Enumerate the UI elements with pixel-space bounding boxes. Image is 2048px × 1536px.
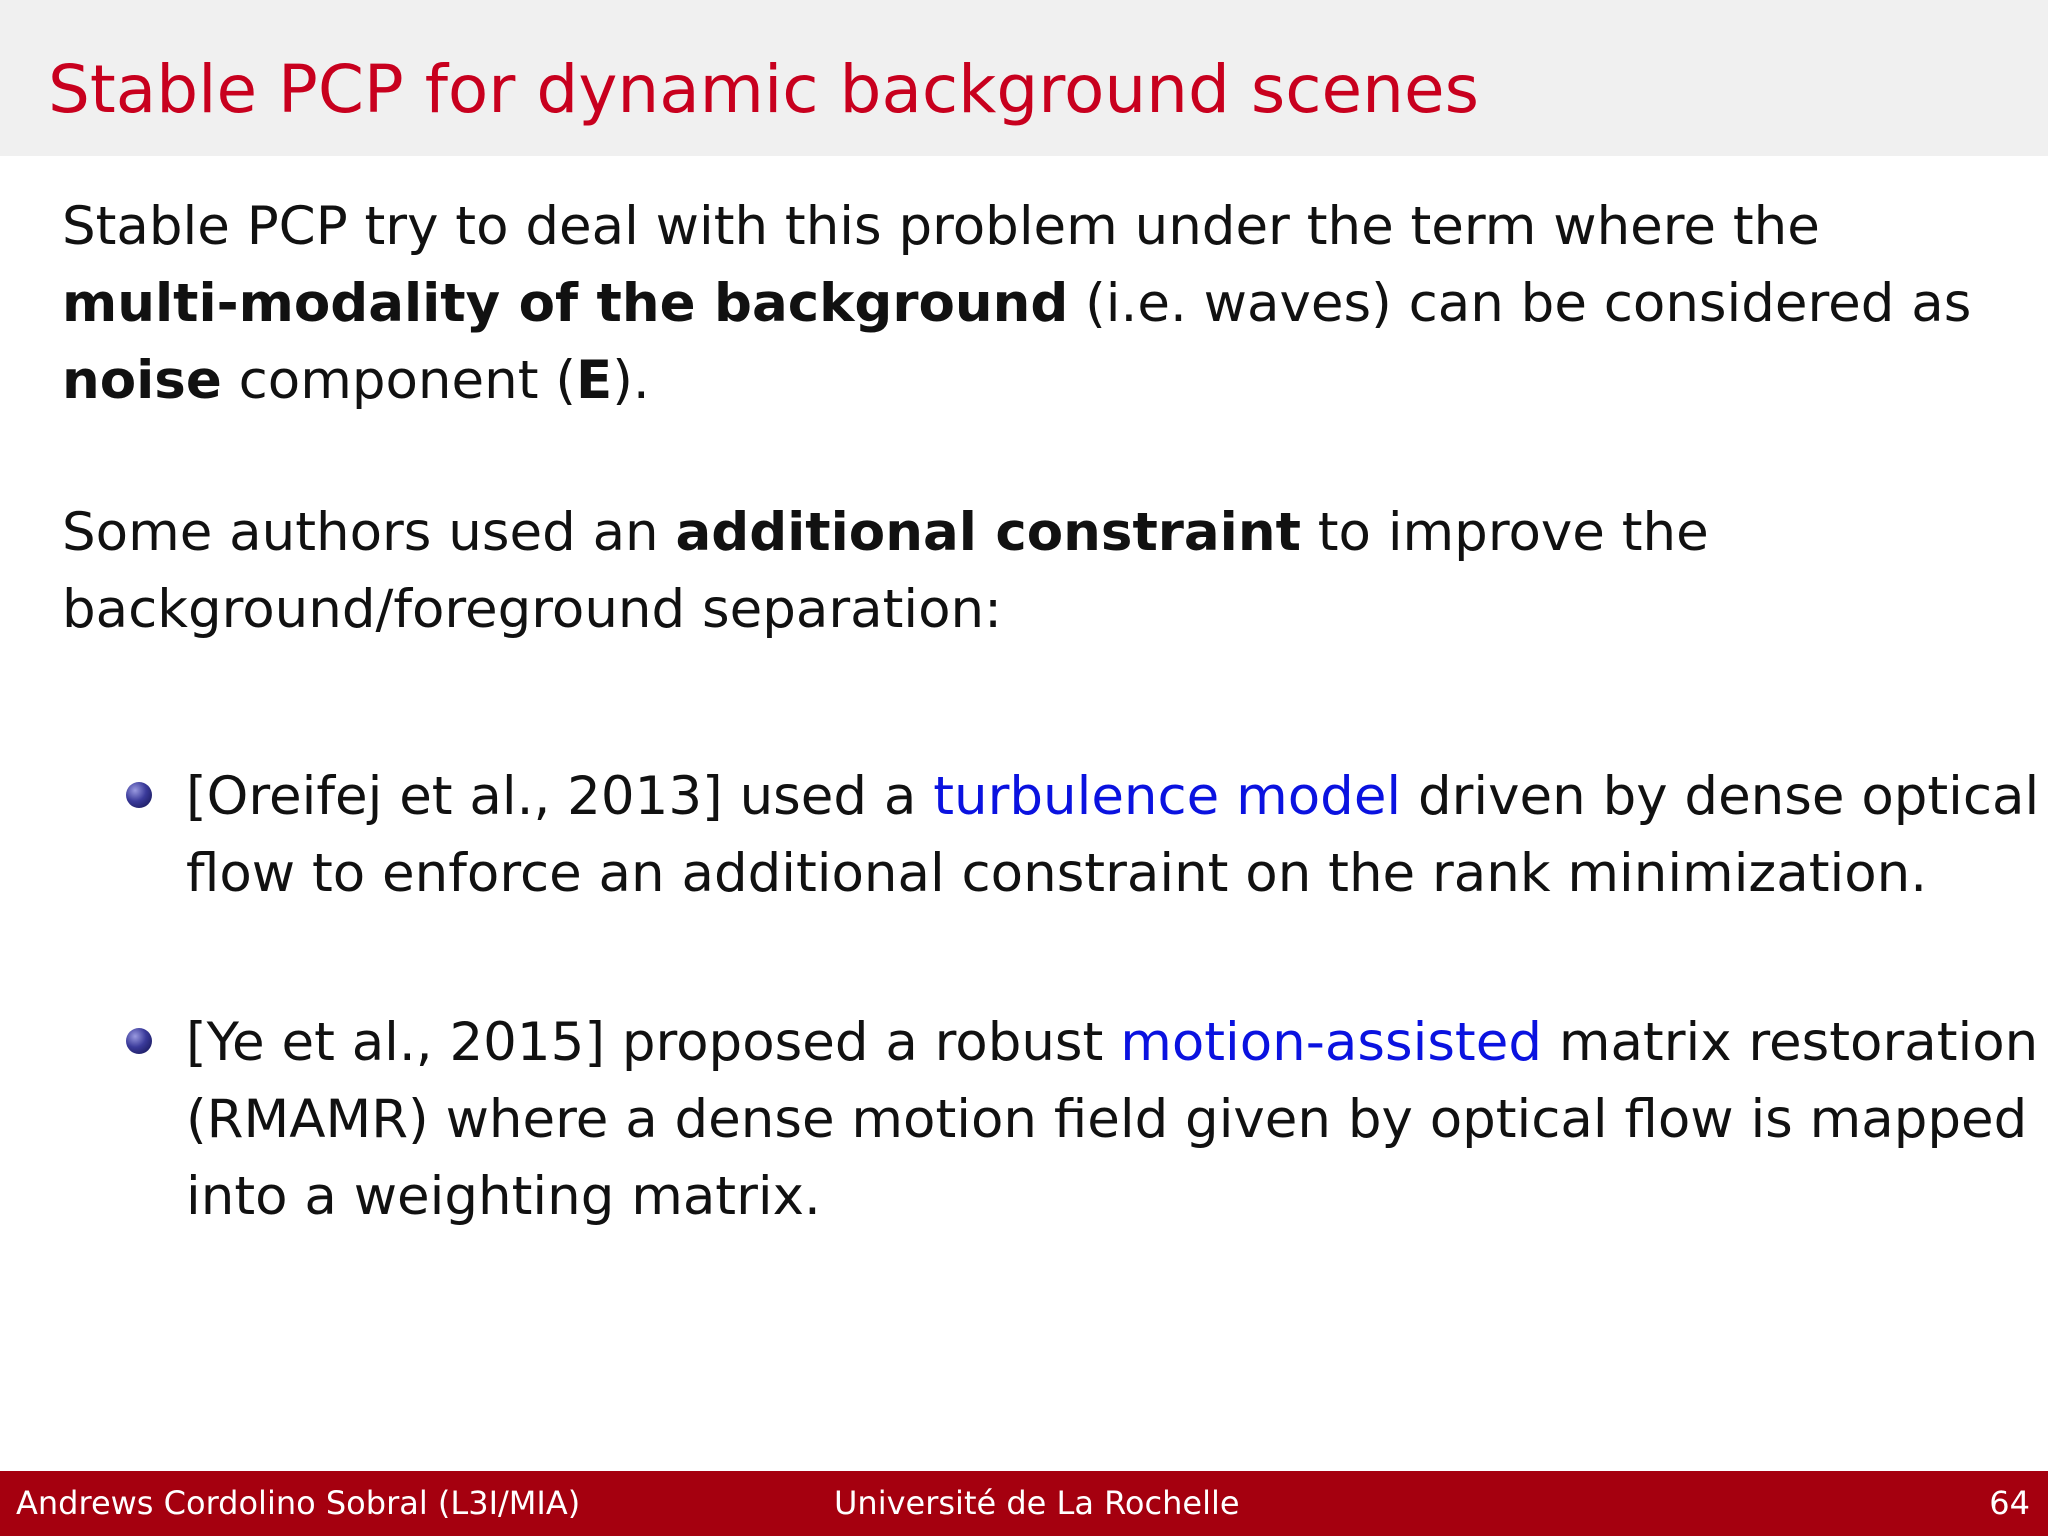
bullet-1-link[interactable]: turbulence model bbox=[933, 766, 1402, 827]
bullet-2-text-before: [Ye et al., 2015] proposed a robust bbox=[186, 1012, 1121, 1073]
paragraph-1-text-1: Stable PCP try to deal with this problem under the term where the bbox=[62, 196, 1820, 257]
paragraph-1 bbox=[62, 188, 2002, 419]
bullet-text bbox=[186, 758, 2046, 912]
bullet-1-text-after: driven by dense optical flow to enforce an additional constraint on the rank minimization. bbox=[186, 766, 2040, 904]
footer-author: Andrews Cordolino Sobral (L3I/MIA) bbox=[16, 1484, 581, 1522]
paragraph-1-text-3: component ( bbox=[221, 350, 577, 411]
footer-institution: Université de La Rochelle bbox=[834, 1484, 1240, 1522]
bullet-text bbox=[186, 1004, 2046, 1235]
slide-footer bbox=[0, 1471, 2048, 1536]
paragraph-1-bold-3: E bbox=[576, 350, 613, 411]
bullet-2-text-after: matrix restoration (RMAMR) where a dense motion field given by optical flow is mapped into a weighting matrix. bbox=[186, 1012, 2039, 1227]
paragraph-2-text-3: background/foreground separation: bbox=[62, 579, 1002, 640]
paragraph-2-text-2: to improve the bbox=[1300, 502, 1709, 563]
paragraph-1-text-4: ). bbox=[612, 350, 650, 411]
paragraph-1-bold-1: multi-modality of the background bbox=[62, 273, 1069, 334]
paragraph-1-text-2: (i.e. waves) can be considered as bbox=[1068, 273, 1972, 334]
paragraph-2 bbox=[62, 494, 2002, 648]
paragraph-1-bold-2: noise bbox=[62, 350, 222, 411]
paragraph-2-text-1: Some authors used an bbox=[62, 502, 676, 563]
slide-title-bar bbox=[0, 0, 2048, 156]
bullet-icon bbox=[126, 1028, 152, 1054]
bullet-2-link[interactable]: motion-assisted bbox=[1120, 1012, 1542, 1073]
paragraph-2-bold-1: additional constraint bbox=[675, 502, 1301, 563]
page-number: 64 bbox=[1989, 1484, 2030, 1522]
slide-title: Stable PCP for dynamic background scenes bbox=[48, 51, 1479, 128]
bullet-1-text-before: [Oreifej et al., 2013] used a bbox=[186, 766, 934, 827]
bullet-icon bbox=[126, 782, 152, 808]
